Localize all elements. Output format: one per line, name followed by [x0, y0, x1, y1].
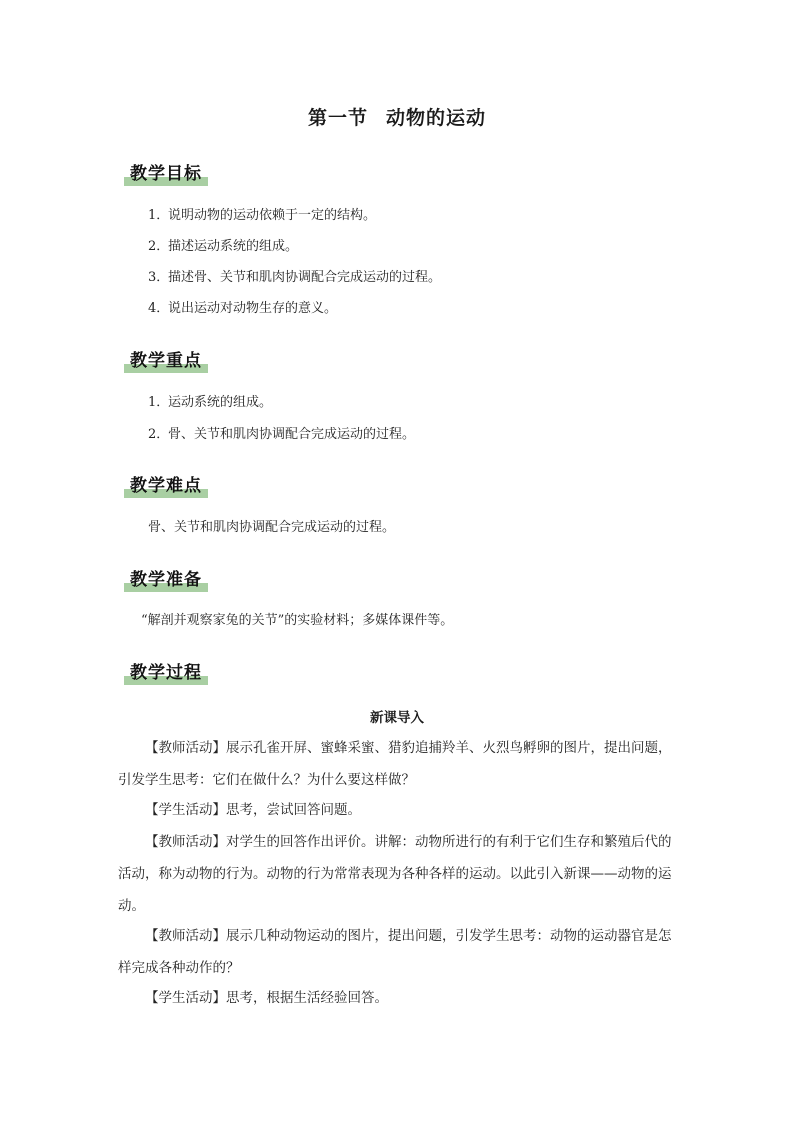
heading-text: 教学目标 [130, 164, 202, 184]
section-heading-difficulties [124, 470, 208, 498]
objective-item: 3．描述骨、关节和肌肉协调配合完成运动的过程。 [148, 270, 442, 285]
process-paragraph: 【教师活动】展示孔雀开屏、蜜蜂采蜜、猎豹追捕羚羊、火烈鸟孵卵的图片，提出问题，引发学生思考：它们在做什么？为什么要这样做？ [118, 740, 672, 788]
section-heading-process [124, 657, 208, 685]
heading-text: 教学重点 [130, 351, 202, 371]
preparation-text: “解剖并观察家兔的关节”的实验材料；多媒体课件等。 [141, 613, 454, 628]
objective-item: 2．描述运动系统的组成。 [148, 239, 299, 254]
key-point-item: 2．骨、关节和肌肉协调配合完成运动的过程。 [148, 427, 416, 442]
section-heading-preparation [124, 564, 208, 592]
process-paragraph: 【教师活动】对学生的回答作出评价。讲解：动物所进行的有利于它们生存和繁殖后代的活动，称为动物的行为。动物的行为常常表现为各种各样的运动。以此引入新课——动物的运动。 [118, 834, 672, 914]
heading-text: 教学过程 [130, 663, 202, 683]
section-heading-objectives [124, 158, 208, 186]
process-subtitle: 新课导入 [370, 710, 424, 726]
section-heading-key-points [124, 345, 208, 373]
difficulty-text: 骨、关节和肌肉协调配合完成运动的过程。 [148, 520, 396, 535]
heading-text: 教学准备 [130, 570, 202, 590]
objective-item: 1．说明动物的运动依赖于一定的结构。 [148, 208, 377, 223]
key-point-item: 1．运动系统的组成。 [148, 395, 273, 410]
process-paragraph: 【教师活动】展示几种动物运动的图片，提出问题，引发学生思考：动物的运动器官是怎样完成各种动作的？ [118, 928, 672, 976]
heading-text: 教学难点 [130, 476, 202, 496]
objective-item: 4．说出运动对动物生存的意义。 [148, 301, 338, 316]
title-part1: 第一节 [307, 107, 368, 129]
process-paragraph: 【学生活动】思考，尝试回答问题。 [145, 802, 361, 818]
process-paragraph: 【学生活动】思考，根据生活经验回答。 [145, 990, 388, 1006]
title-part2: 动物的运动 [386, 107, 487, 129]
page-title [0, 103, 794, 130]
